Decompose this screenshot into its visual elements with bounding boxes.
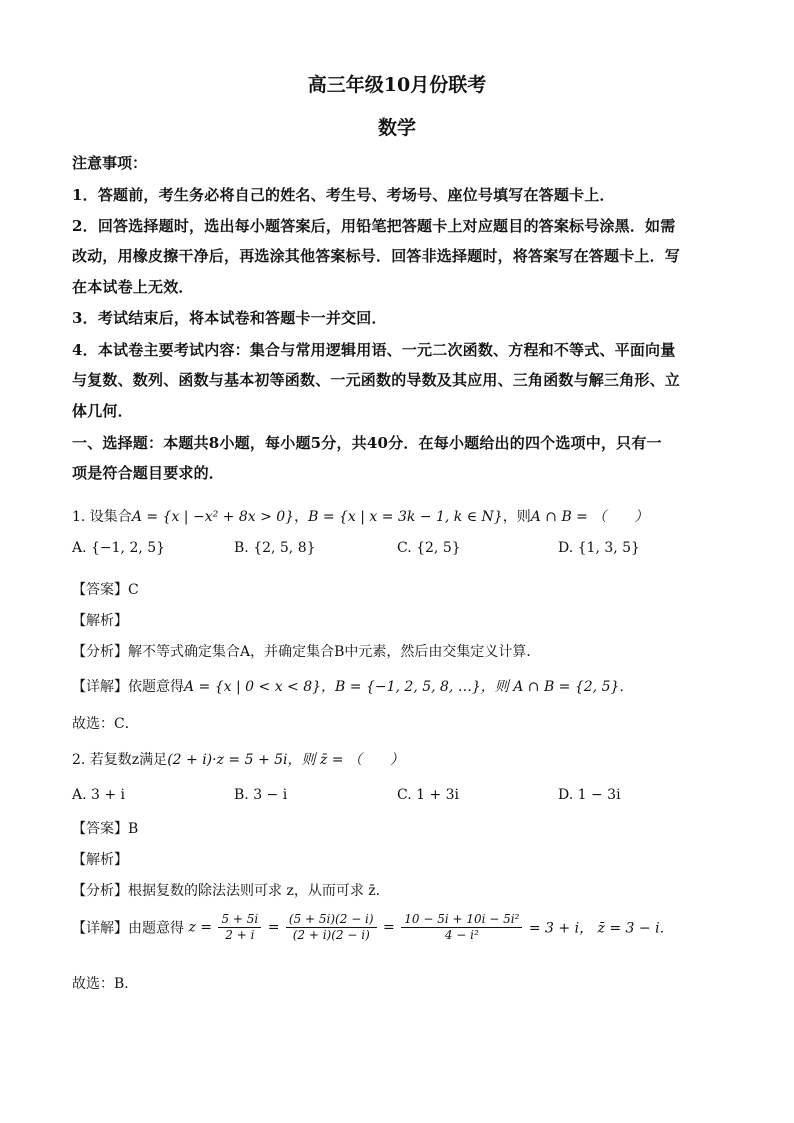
q1-jiexi-label: 【解析】 <box>72 613 128 629</box>
question-2-condition: (2 + i)·z = 5 + 5i <box>167 752 288 768</box>
q2-equals-1: = <box>267 919 280 936</box>
note-item-4-line-1: 4．本试卷主要考试内容：集合与常用逻辑用语、一元二次函数、方程和不等式、平面向量 <box>72 341 676 359</box>
q2-fraction-1-denominator: 2 + i <box>225 928 255 942</box>
q2-jiexi-label: 【解析】 <box>72 852 128 868</box>
note-item-2-line-1: 2．回答选择题时，选出每小题答案后，用铅笔把答题卡上对应题目的答案标号涂黑．如需 <box>72 217 676 235</box>
q2-answer: 【答案】B <box>72 821 139 837</box>
q2-z-equals: z = <box>188 919 213 936</box>
q1-analysis: 【分析】解不等式确定集合A，并确定集合B中元素，然后由交集定义计算． <box>72 644 541 660</box>
question-1-then: ，则 <box>502 509 531 525</box>
q1-answer: 【答案】C <box>72 582 139 598</box>
q2-fraction-3-numerator: 10 − 5i + 10i − 5i² <box>401 912 522 928</box>
q1-option-d: D. {1, 3, 5} <box>558 540 640 556</box>
q2-conjugate: z̄ = 3 − i． <box>597 920 674 937</box>
question-2-ask: ，则 z̄ = （ ） <box>287 752 404 768</box>
q1-option-c: C. {2, 5} <box>397 540 461 556</box>
note-item-4-line-3: 体几何． <box>72 402 133 420</box>
question-2-stem <box>72 749 404 769</box>
q2-fraction-3-denominator: 4 − i² <box>444 928 479 942</box>
q2-detailed-solution <box>72 912 674 943</box>
q2-fraction-1 <box>218 912 261 943</box>
exam-title: 高三年级10月份联考 <box>307 74 487 96</box>
note-item-2-line-3: 在本试卷上无效． <box>72 278 194 296</box>
note-item-1: 1．答题前，考生务必将自己的姓名、考生号、考场号、座位号填写在答题卡上． <box>72 186 615 204</box>
section-heading-line-1: 一、选择题：本题共8小题，每小题5分，共40分．在每小题给出的四个选项中，只有一 <box>72 434 662 452</box>
q2-result: = 3 + i， <box>528 920 594 937</box>
q2-detail-label: 【详解】由题意得 <box>72 920 184 937</box>
q1-detail-set-a: A = {x | 0 < x < 8} <box>184 679 322 695</box>
q2-option-a: A. 3 + i <box>72 787 126 803</box>
q2-option-c: C. 1 + 3i <box>397 787 460 803</box>
q2-option-d: D. 1 − 3i <box>558 787 621 803</box>
q1-detail-label: 【详解】依题意得 <box>72 679 184 695</box>
q2-fraction-2 <box>286 912 377 943</box>
q2-choice: 故选：B． <box>72 976 139 992</box>
q2-fraction-2-numerator: (5 + 5i)(2 − i) <box>286 912 377 928</box>
q1-option-b: B. {2, 5, 8} <box>234 540 316 556</box>
question-1-prefix: 1. 设集合 <box>72 509 132 525</box>
q1-detail-set-b: ，B = {−1, 2, 5, 8, …} <box>321 679 481 695</box>
q2-fraction-3 <box>401 912 522 943</box>
q2-option-b: B. 3 − i <box>234 787 288 803</box>
note-item-4-line-2: 与复数、数列、函数与基本初等函数、一元函数的导数及其应用、三角函数与解三角形、立 <box>72 371 681 389</box>
question-1-ask: A ∩ B = （ ） <box>530 509 649 525</box>
q1-choice: 故选：C． <box>72 716 139 732</box>
subject-title: 数学 <box>377 117 416 139</box>
question-1-stem <box>72 506 648 526</box>
q2-analysis: 【分析】根据复数的除法法则可求 z，从而可求 z̄． <box>72 883 390 899</box>
q2-fraction-2-denominator: (2 + i)(2 − i) <box>292 928 370 942</box>
set-a-definition: A = {x | −x² + 8x > 0} <box>131 509 295 525</box>
q1-detailed-solution <box>72 676 633 696</box>
question-1-comma: ， <box>294 509 309 525</box>
section-heading-line-2: 项是符合题目要求的． <box>72 464 225 482</box>
q2-equals-2: = <box>383 919 395 936</box>
q1-detail-result: ，则 A ∩ B = {2, 5}． <box>480 679 634 695</box>
q2-fraction-1-numerator: 5 + 5i <box>218 912 261 928</box>
q1-option-a: A. {−1, 2, 5} <box>72 540 166 556</box>
note-item-3: 3．考试结束后，将本试卷和答题卡一并交回． <box>72 309 387 327</box>
notes-heading: 注意事项： <box>72 154 148 172</box>
note-item-2-line-2: 改动，用橡皮擦干净后，再选涂其他答案标号．回答非选择题时，将答案写在答题卡上．写 <box>72 247 681 265</box>
question-2-prefix: 2. 若复数z满足 <box>72 752 168 768</box>
set-b-definition: B = {x | x = 3k − 1, k ∈ N} <box>308 509 503 525</box>
